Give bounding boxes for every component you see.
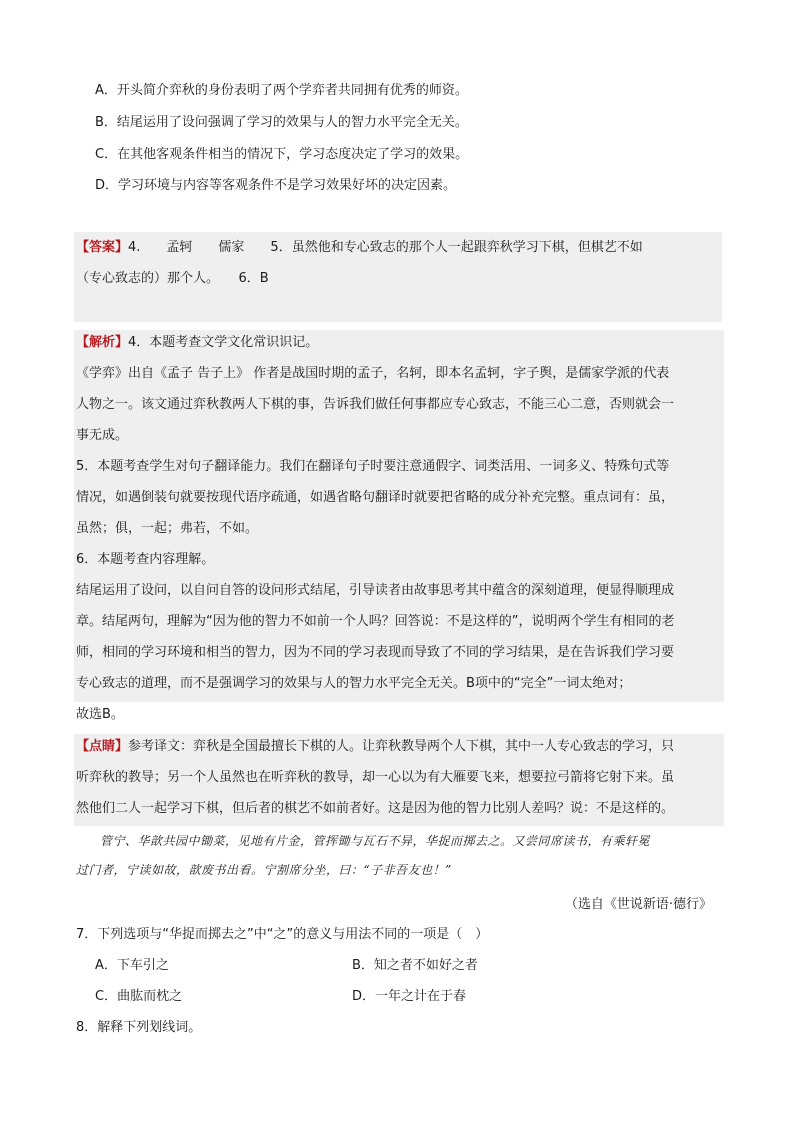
question-8-stem: 8．解释下列划线词。: [76, 1020, 202, 1035]
passage-line-1: 管宁、华歆共园中锄菜，见地有片金，管挥锄与瓦石不异，华捉而掷去之。又尝同席读书，有乘轩冕: [100, 834, 651, 848]
analysis-line-2: 人物之一。该文通过弈秋教两人下棋的事，告诉我们做任何事都应专心致志，不能三心二意，否则就会一: [76, 397, 675, 412]
analysis-line-5: 情况，如遇倒装句就要按现代语序疏通，如遇省略句翻译时就要把省略的成分补充完整。重点词有：虽，: [76, 490, 675, 505]
option-a: A．开头简介弈秋的身份表明了两个学弈者共同拥有优秀的师资。: [95, 83, 468, 98]
analysis-line-4: 5．本题考查学生对句子翻译能力。我们在翻译句子时要注意通假字、词类活用、一词多义、特殊句式等: [76, 459, 670, 474]
analysis-line-0: [76, 334, 318, 352]
dianjing-line-3: 然他们二人一起学习下棋，但后者的棋艺不如前者好。这是因为他的智力比别人差吗？说：不是这样的。: [76, 801, 675, 816]
answer-line-1: [76, 239, 643, 257]
passage-source: （选自《世说新语·德行》: [564, 897, 712, 912]
analysis-line-6: 虽然；俱，一起；弗若，不如。: [76, 521, 259, 536]
answer-tag: 【答案】: [76, 240, 129, 255]
q7-option-a: A．下车引之: [95, 958, 169, 973]
analysis-line-9: 章。结尾两句，理解为“因为他的智力不如前一个人吗？回答说：不是这样的”，说明两个学生有相同的老: [76, 614, 675, 629]
q7-option-d: D．一年之计在于春: [352, 989, 467, 1004]
analysis-line-11: 专心致志的道理，而不是强调学习的效果与人的智力水平完全无关。B项中的“完全”一词太绝对；: [76, 676, 632, 691]
analysis-line-12: 故选B。: [76, 707, 124, 722]
dianjing-line-1: [76, 738, 674, 756]
analysis-line-7: 6．本题考查内容理解。: [76, 552, 215, 567]
dianjing-tag: 【点睛】: [76, 739, 129, 754]
answer-text-1: 4. 孟轲 儒家 5．虽然他和专心致志的那个人一起跟弈秋学习下棋，但棋艺不如: [128, 240, 643, 255]
dianjing-text-1: 参考译文：弈秋是全国最擅长下棋的人。让弈秋教导两个人下棋，其中一人专心致志的学习，只: [128, 739, 675, 754]
q7-option-b: B．知之者不如好之者: [352, 958, 478, 973]
analysis-line-3: 事无成。: [76, 428, 129, 443]
passage-line-2: 过门者，宁读如故，歆废书出看。宁割席分坐，曰：“子非吾友也！”: [76, 863, 452, 877]
option-c: C．在其他客观条件相当的情况下，学习态度决定了学习的效果。: [95, 147, 469, 162]
option-d: D．学习环境与内容等客观条件不是学习效果好坏的决定因素。: [95, 178, 457, 193]
question-7-stem: 7．下列选项与“华捉而掷去之”中“之”的意义与用法不同的一项是（ ）: [76, 927, 489, 942]
answer-line-2: （专心致志的）那个人。 6．B: [76, 271, 269, 286]
dianjing-line-2: 听弈秋的教导；另一个人虽然也在听弈秋的教导，却一心以为有大雁要飞来，想要拉弓箭将它射下来。虽: [76, 770, 675, 785]
option-b: B．结尾运用了设问强调了学习的效果与人的智力水平完全无关。: [95, 115, 468, 130]
analysis-line-8: 结尾运用了设问，以自问自答的设问形式结尾，引导读者由故事思考其中蕴含的深刻道理，便显得顺理成: [76, 583, 675, 598]
q7-option-c: C．曲肱而枕之: [95, 989, 183, 1004]
analysis-line-10: 师，相同的学习环境和相当的智力，因为不同的学习表现而导致了不同的学习结果，是在告诉我们学习要: [76, 645, 675, 660]
analysis-text-0: 4．本题考查文学文化常识识记。: [128, 335, 319, 350]
analysis-line-1: 《学弈》出自《孟子 告子上》 作者是战国时期的孟子，名轲，即本名孟轲，字子舆，是儒家学派的代表: [76, 366, 670, 381]
analysis-tag: 【解析】: [76, 335, 129, 350]
